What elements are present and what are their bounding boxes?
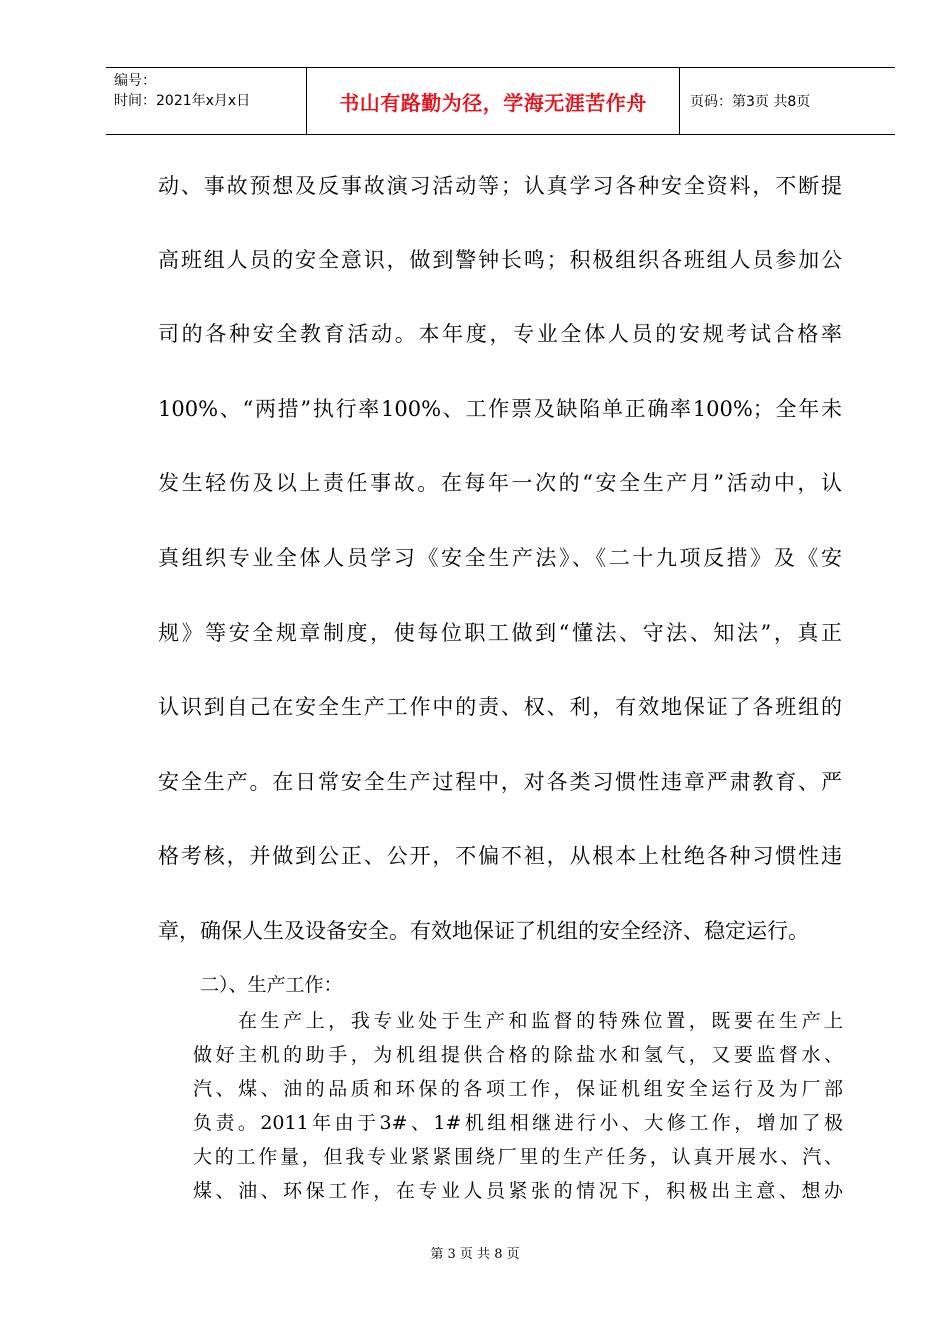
- section-line: 做好主机的助手，为机组提供合格的除盐水和氢气，又要监督水、: [193, 1044, 843, 1066]
- section-line: 煤、油、环保工作，在专业人员紧张的情况下，积极出主意、想办: [193, 1180, 843, 1202]
- body-line: 真组织专业全体人员学习《安全生产法》、《二十九项反措》及《安: [158, 546, 842, 570]
- body-line: 安全生产。在日常安全生产过程中，对各类习惯性违章严肃教育、严: [158, 770, 842, 794]
- section-heading: 二）、生产工作：: [200, 974, 343, 996]
- body-line: 认识到自己在安全生产工作中的责、权、利，有效地保证了各班组的: [158, 695, 842, 719]
- body-line: 高班组人员的安全意识，做到警钟长鸣；积极组织各班组人员参加公: [158, 248, 842, 272]
- body-line: 司的各种安全教育活动。本年度，专业全体人员的安规考试合格率: [158, 322, 842, 346]
- section-line: 大的工作量，但我专业紧紧围绕厂里的生产任务，认真开展水、汽、: [193, 1146, 843, 1168]
- section-line: 汽、煤、油的品质和环保的各项工作，保证机组安全运行及为厂部: [193, 1078, 843, 1100]
- header-motto-cell: [306, 68, 680, 134]
- header-page-code: 页码：第3页 共8页: [690, 94, 811, 110]
- header-meta: [106, 68, 306, 134]
- body-line: 动、事故预想及反事故演习活动等；认真学习各种安全资料，不断提: [158, 174, 842, 198]
- section-line: 负责。2011年由于3#、1#机组相继进行小、大修工作，增加了极: [193, 1112, 843, 1134]
- page-footer: 第 3 页 共 8 页: [430, 1247, 520, 1262]
- body-line: 发生轻伤及以上责任事故。在每年一次的“安全生产月”活动中，认: [158, 471, 842, 495]
- body-line: 章，确保人生及设备安全。有效地保证了机组的安全经济、稳定运行。: [158, 919, 809, 943]
- document-header: [106, 67, 895, 135]
- document-time-label: 时间：2021年x月x日: [114, 93, 251, 109]
- body-line: 规》等安全规章制度，使每位职工做到“懂法、守法、知法”，真正: [158, 621, 842, 645]
- section-line: 在生产上，我专业处于生产和监督的特殊位置，既要在生产上: [238, 1010, 843, 1032]
- body-line: 格考核，并做到公正、公开，不偏不袒，从根本上杜绝各种习惯性违: [158, 844, 842, 868]
- header-page-cell: [680, 68, 895, 134]
- body-line: 100%、“两措”执行率100%、工作票及缺陷单正确率100%；全年未: [158, 397, 842, 421]
- document-number-label: 编号：: [114, 73, 156, 89]
- header-motto: 书山有路勤为径，学海无涯苦作舟: [339, 90, 647, 115]
